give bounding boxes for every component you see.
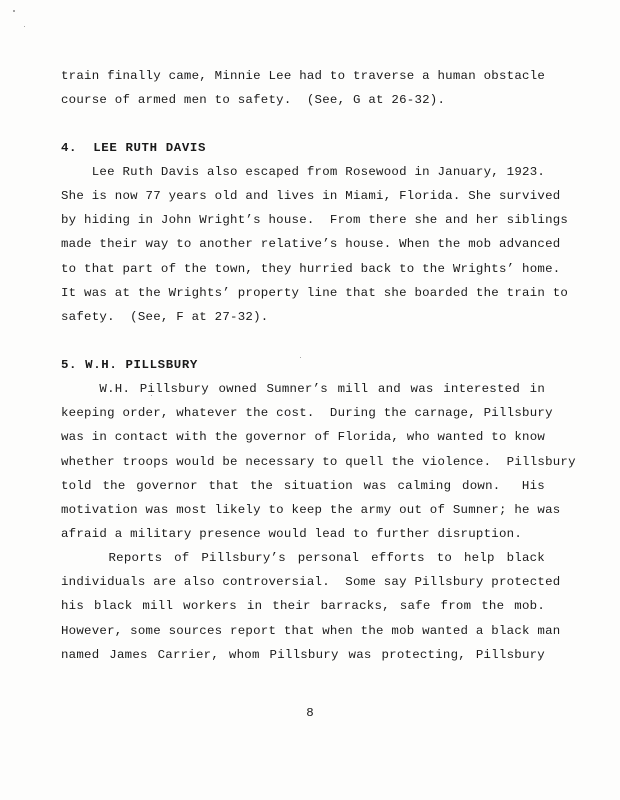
scan-speck (24, 26, 25, 27)
text-line: whether troops would be necessary to quell the violence. Pillsbury (61, 455, 576, 469)
text-line: Lee Ruth Davis also escaped from Rosewood in January, 1923. (61, 165, 546, 179)
text-line: made their way to another relative’s house. When the mob advanced (61, 237, 561, 251)
text-line: individuals are also controversial. Some say Pillsbury protected (61, 575, 561, 589)
text-line: to that part of the town, they hurried back to the Wrights’ home. (61, 262, 561, 276)
text-line: train finally came, Minnie Lee had to traverse a human obstacle (61, 69, 546, 83)
section-heading: 4. LEE RUTH DAVIS (61, 141, 207, 155)
text-line: course of armed men to safety. (See, G at 26-32). (61, 93, 446, 107)
scan-speck (300, 357, 301, 358)
text-line: She is now 77 years old and lives in Miami, Florida. She survived (61, 189, 561, 203)
text-line: named James Carrier, whom Pillsbury was protecting, Pillsbury (61, 648, 545, 662)
text-line: by hiding in John Wright’s house. From there she and her siblings (61, 213, 569, 227)
text-line: was in contact with the governor of Florida, who wanted to know (61, 430, 546, 444)
scan-speck (13, 10, 15, 12)
text-line: W.H. Pillsbury owned Sumner’s mill and was interested in (61, 382, 545, 396)
text-line: Reports of Pillsbury’s personal efforts to help black (61, 551, 545, 565)
text-line: However, some sources report that when the mob wanted a black man (61, 624, 561, 638)
page-number: 8 (306, 706, 314, 720)
text-line: told the governor that the situation was calming down. His (61, 479, 545, 493)
text-line: afraid a military presence would lead to further disruption. (61, 527, 523, 541)
text-line: motivation was most likely to keep the army out of Sumner; he was (61, 503, 561, 517)
text-line: It was at the Wrights’ property line that she boarded the train to (61, 286, 569, 300)
text-line: safety. (See, F at 27-32). (61, 310, 269, 324)
section-heading: 5. W.H. PILLSBURY (61, 358, 198, 372)
text-line: his black mill workers in their barracks, safe from the mob. (61, 599, 545, 613)
text-line: keeping order, whatever the cost. During the carnage, Pillsbury (61, 406, 553, 420)
